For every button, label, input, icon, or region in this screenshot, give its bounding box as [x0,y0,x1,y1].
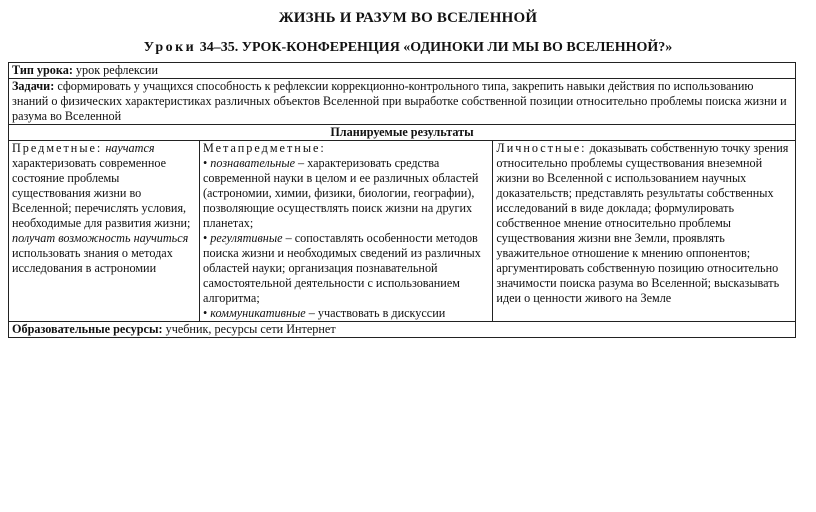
planned-results-header-row [9,125,796,141]
meta-communicative-label: коммуникативные [210,306,306,320]
personal-results-label: Личностные: [496,141,587,155]
lesson-type-cell [9,63,796,79]
tasks-value: сформировать у учащихся способность к рефлексии коррекционно-контрольного типа, закрепить навыки действия по использованию знаний о физических характеристиках различных объектов Вселенной при выработке собственной позиции относительно проблемы поиска жизни и разума во Вселенной [12,79,787,123]
results-row [9,141,796,322]
meta-cognitive-text: – характеризовать средства современной науки в целом и ее различных областей (астрономии, химии, физики, биологии, географии), позволяющие осуществлять поиск жизни на других планетах; [202,156,479,230]
lesson-type-label: Тип урока: [12,63,73,77]
tasks-cell [9,79,796,125]
tasks-row [9,79,796,125]
resources-row [9,322,796,338]
subject-will-learn: научатся [105,141,155,155]
lesson-prefix: Уроки [143,40,197,55]
tasks-label: Задачи: [12,79,55,93]
planned-results-header: Планируемые результаты [9,125,796,141]
subject-opportunity-text: использовать знания о методах исследования в астрономии [12,246,173,275]
meta-regulatory-text: – сопоставлять особенности методов поиска жизни и необходимых сведений из различных областей науки; организация познавательной самостоятельной деятельности с использованием алгоритма; [202,231,481,305]
meta-regulatory-item [203,231,489,306]
personal-results-cell [493,141,796,322]
subject-will-learn-text: характеризовать современное состояние проблемы существования жизни во Вселенной; перечислять условия, необходимые для развития жизни; [12,156,191,230]
meta-communicative-item [203,306,489,321]
resources-value: учебник, ресурсы сети Интернет [165,322,336,336]
meta-communicative-text: – участвовать в дискуссии [308,306,446,320]
lesson-heading [0,40,816,56]
meta-regulatory-label: регулятивные [210,231,283,245]
bullet-icon: • [202,306,208,320]
lesson-type-value: урок рефлексии [75,63,158,77]
document-title: ЖИЗНЬ И РАЗУМ ВО ВСЕЛЕННОЙ [278,10,538,26]
meta-cognitive-item [203,156,489,231]
subject-opportunity: получат возможность научиться [12,231,189,245]
meta-cognitive-label: познавательные [210,156,295,170]
meta-results-cell [199,141,492,322]
lesson-plan-table [8,62,796,338]
subject-results-label: Предметные: [12,141,103,155]
resources-label: Образовательные ресурсы: [12,322,163,336]
meta-results-label: Метапредметные: [202,141,326,155]
personal-results-text: доказывать собственную точку зрения относительно проблемы существования внеземной жизни во Вселенной с использованием научных доказательств; представлять результаты собственных исследований в виде доклада; формулировать собственное мнение относительно проблемы существования жизни вне Земли, проявлять уважительное отношение к мнению оппонентов; аргументировать собственную позицию относительно значимости поиска разума во Вселенной; высказывать идеи о ценности живого на Земле [496,141,789,305]
bullet-icon: • [202,231,208,245]
resources-cell [9,322,796,338]
lesson-type-row [9,63,796,79]
subject-results-cell [9,141,200,322]
bullet-icon: • [202,156,208,170]
lesson-title: 34–35. УРОК-КОНФЕРЕНЦИЯ «ОДИНОКИ ЛИ МЫ ВО ВСЕЛЕННОЙ?» [199,40,673,55]
